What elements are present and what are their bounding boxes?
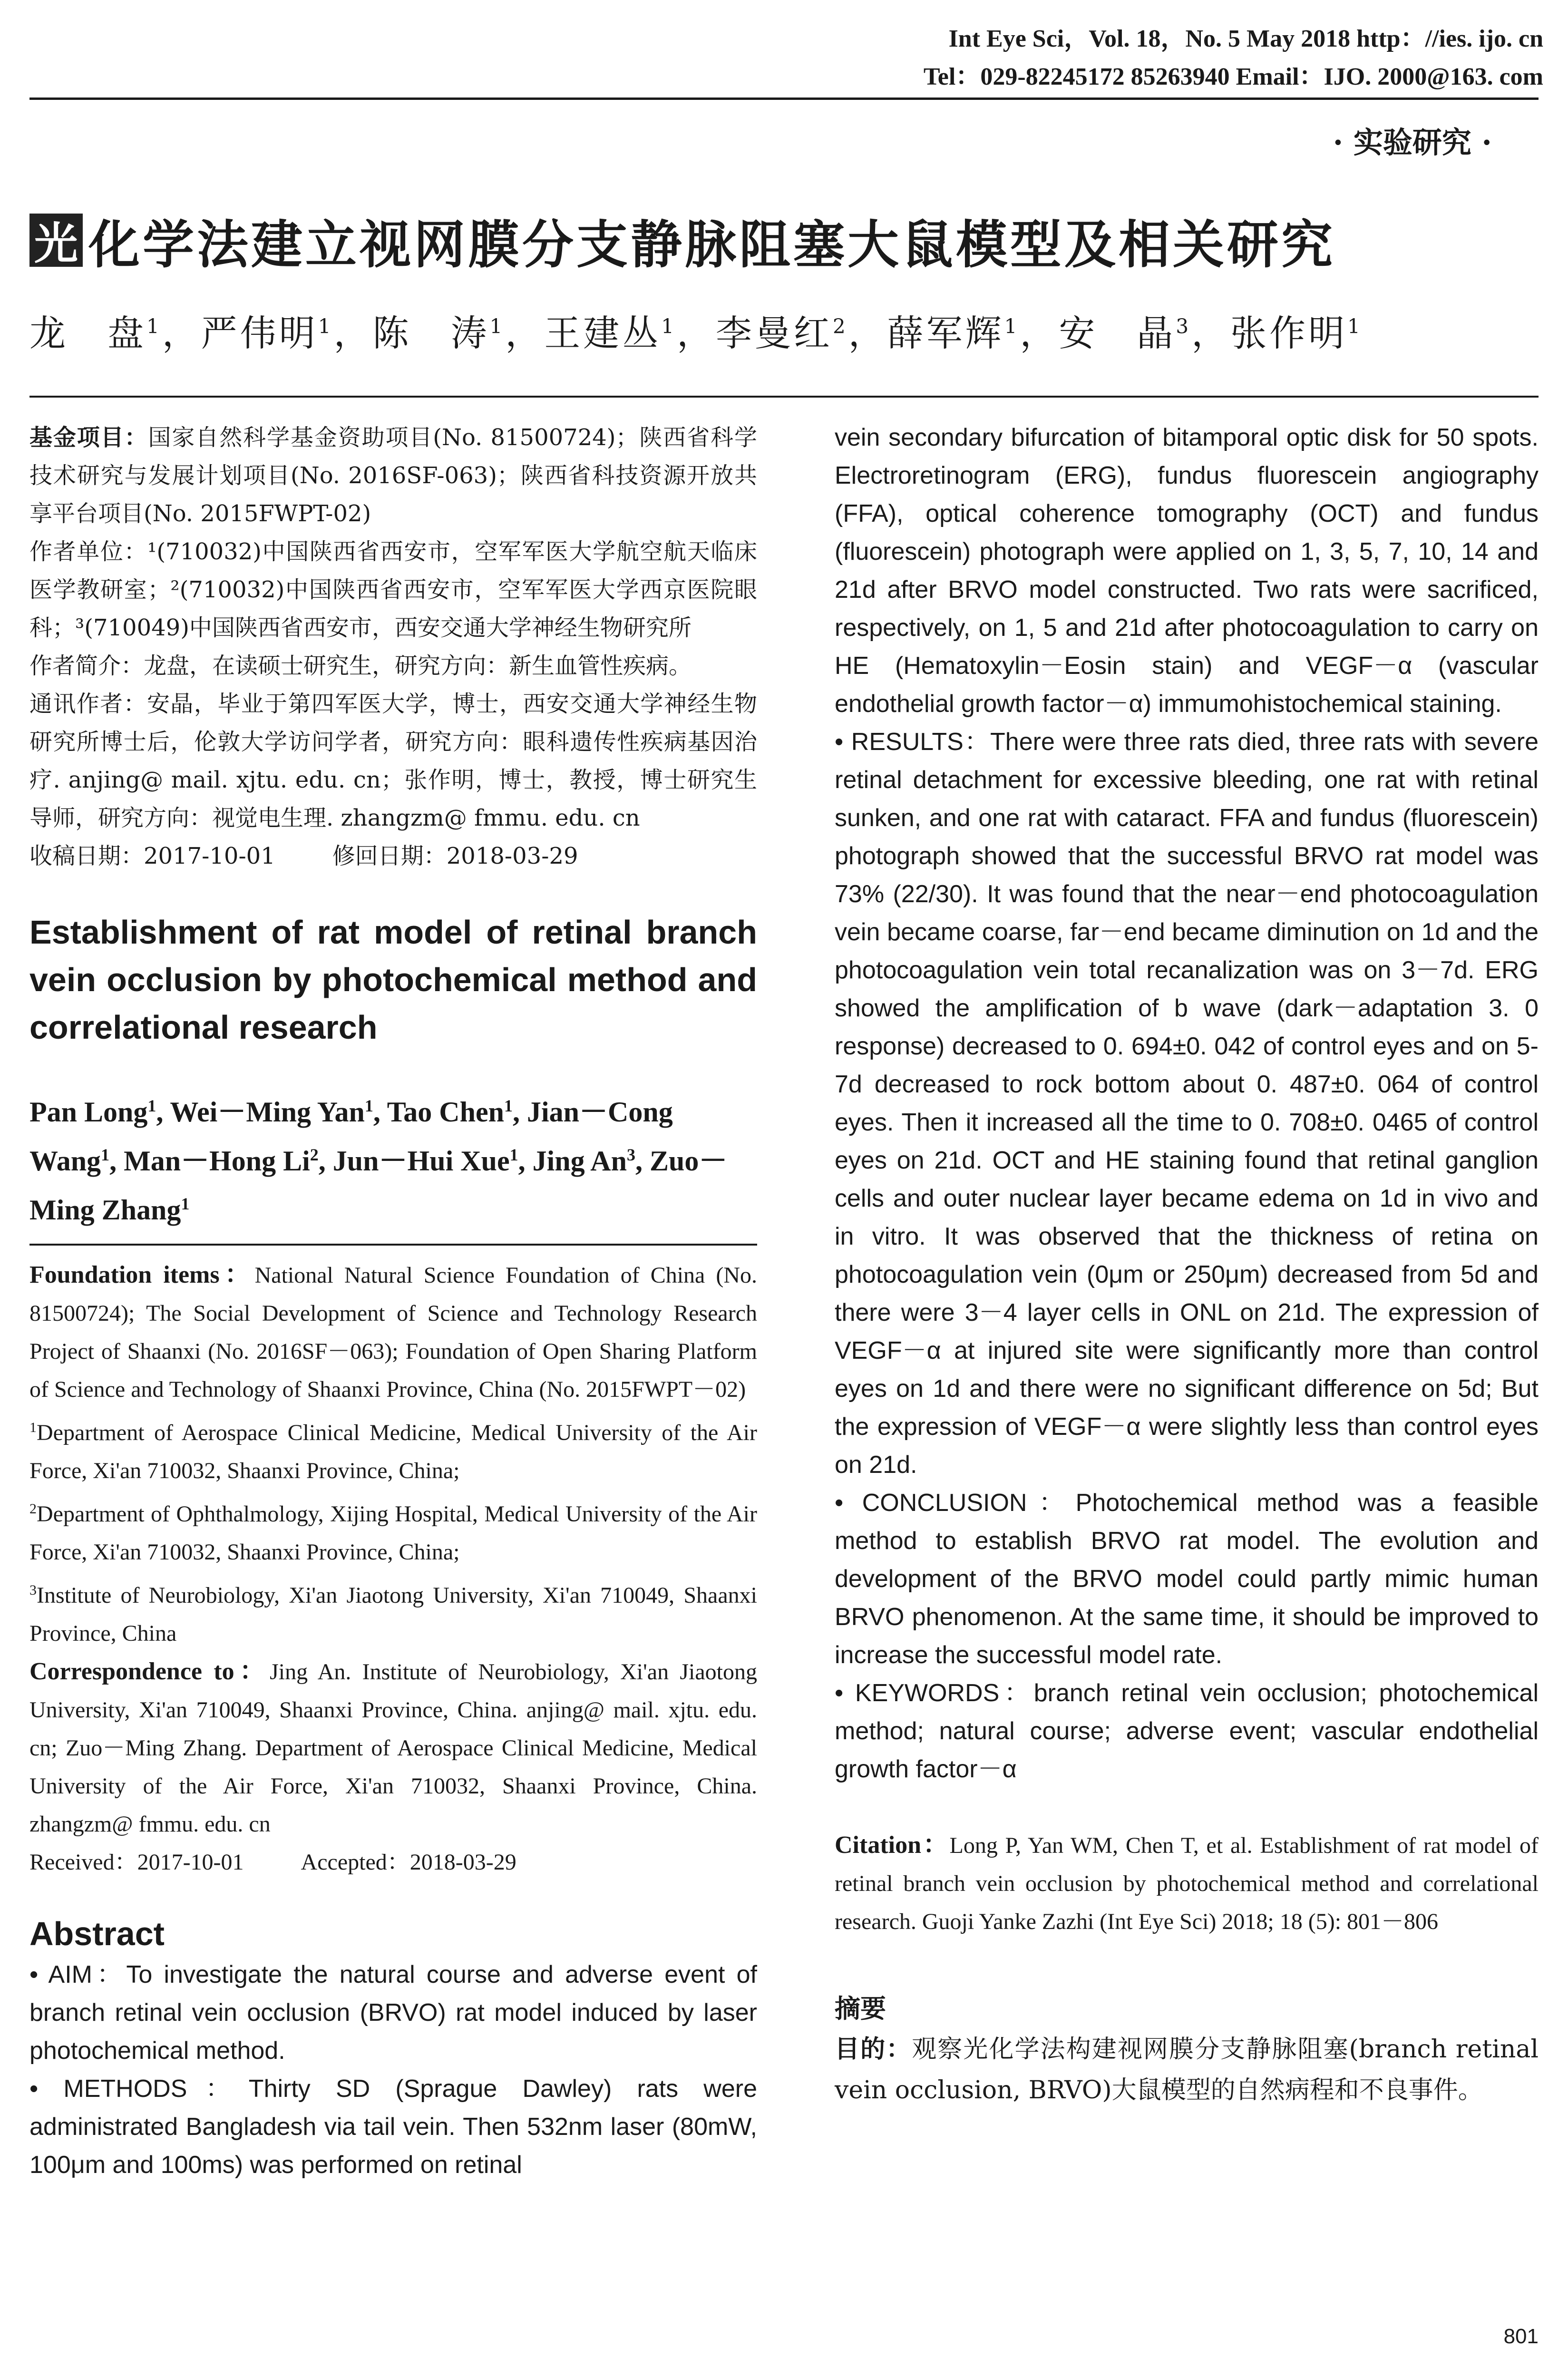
author-affiliation-mark: 3 — [1176, 314, 1192, 338]
author-affiliation-mark: 3 — [627, 1145, 636, 1164]
author-cn: 陈 涛$^1$ — [372, 312, 506, 354]
english-authors: Pan Long$^1$, Wei－Ming Yan$^1$, Tao Chen$^1$, Jian－Cong Wang$^1$, Man－Hong Li$^2$, Jun－Hui Xue$^1$, Jing An$^3$, Zuo－Ming Zhang$^1$ — [29, 1096, 728, 1226]
english-title: Establishment of rat model of retinal branch vein occlusion by photochemical method and correlational research — [29, 914, 757, 1046]
citation-label: Citation： — [835, 1831, 950, 1859]
correspondence — [29, 1653, 757, 1843]
author-cn: 严伟明$^1$ — [201, 312, 334, 354]
author-affiliation-mark: 1 — [1347, 314, 1363, 338]
cn-dates — [29, 837, 757, 875]
journal-info-line: Int Eye Sci，Vol. 18，No. 5 May 2018 http：//ies. ijo. cn — [948, 25, 1543, 52]
cn-author-bio: 作者简介：龙盘，在读硕士研究生，研究方向：新生血管性疾病。 — [29, 653, 692, 679]
cn-abstract-aim-text: 观察光化学法构建视网膜分支静脉阻塞(branch retinal vein occlusion, BRVO)大鼠模型的自然病程和不良事件。 — [835, 2035, 1539, 2104]
author-affiliation-mark: 2 — [310, 1145, 319, 1164]
cn-abstract-aim — [835, 2029, 1539, 2111]
author-en: Wei－Ming Yan$^1$ — [170, 1096, 373, 1128]
right-column — [835, 419, 1539, 2111]
journal-contact-line: Tel：029-82245172 85263940 Email：IJO. 2000@163. com — [923, 63, 1543, 90]
received-date: Received：2017-10-01 — [29, 1850, 244, 1875]
author-cn: 王建丛$^1$ — [544, 312, 677, 354]
journal-header — [0, 0, 1568, 105]
affiliation-2-text: Department of Ophthalmology, Xijing Hospital, Medical University of the Air Force, Xi'an 710032, Shaanxi Province, China; — [29, 1501, 757, 1565]
author-affiliation-mark: 1 — [181, 1194, 190, 1213]
left-column — [29, 419, 757, 2184]
abstract-keywords: • KEYWORDS：branch retinal vein occlusion; photochemical method; natural course; adverse event; vascular endothelial growth factor－α — [835, 1679, 1539, 1783]
section-label: · 实验研究 · — [1333, 125, 1492, 160]
foundation-label: Foundation items： — [29, 1261, 255, 1288]
author-affiliation-mark: 1 — [101, 1145, 110, 1164]
affiliation-1-text: Department of Aerospace Clinical Medicine, Medical University of the Air Force, Xi'an 710032, Shaanxi Province, China; — [29, 1420, 757, 1483]
author-en: Tao Chen$^1$ — [387, 1096, 513, 1128]
author-affiliation-mark: 1 — [489, 314, 506, 338]
abstract-results: • RESULTS：There were three rats died, three rats with severe retinal detachment for excessive bleeding, one rat with retinal sunken, and one rat with cataract. FFA and fundus (fluorescein) photograph showed that the successful BRVO rat model was 73% (22/30). It was found that the near－end photocoagulation vein became coarse, far－end became diminution on 1d and the photocoagulation vein total recanalization was on 3－7d. ERG showed the amplification of b wave (dark－adaptation 3. 0 response) decreased to 0. 694±0. 042 of control eyes and on 5-7d decreased to rock bottom about 0. 487±0. 064 of control eyes. Then it increased all the time to 0. 708±0. 0465 of control eyes on 21d. OCT and HE staining found that retinal ganglion cells and outer nuclear layer became edema on 1d in vivo and in vitro. It was observed that the thickness of retina on photocoagulation vein (0μm or 250μm) decreased from 5d and there were 3－4 layer cells in ONL on 21d. The expression of VEGF－α at injured site were significantly more than control eyes on 1d and there were no significant difference on 5d; But the expression of VEGF－α were slightly less than control eyes on 21d. — [835, 728, 1539, 1479]
author-affiliation-mark: 1 — [661, 314, 677, 338]
cn-funding-text: 国家自然科学基金资助项目(No. 81500724)；陕西省科学技术研究与发展计划项目(No. 2016SF-063)；陕西省科技资源开放共享平台项目(No. 2015FWPT-02) — [29, 424, 757, 527]
author-cn: 龙 盘$^1$ — [29, 312, 162, 354]
page-number: 801 — [1503, 2325, 1539, 2348]
author-affiliation-mark: 1 — [147, 1096, 156, 1115]
correspondence-label: Correspondence to： — [29, 1658, 270, 1685]
author-cn: 李曼红$^2$ — [715, 312, 848, 354]
en-dates — [29, 1843, 757, 1881]
abstract-heading: Abstract — [29, 1915, 165, 1952]
affiliation-2: $^2$Department of Ophthalmology, Xijing Hospital, Medical University of the Air Force, Xi'an 710032, Shaanxi Province, China; — [29, 1501, 757, 1565]
title-rule — [29, 396, 1539, 398]
authors-cn: 龙 盘$^1$，严伟明$^1$，陈 涛$^1$，王建丛$^1$，李曼红$^2$，薛军辉$^1$，安 晶$^3$，张作明$^1$ — [29, 312, 1363, 354]
citation-text: Long P, Yan WM, Chen T, et al. Establishment of rat model of retinal branch vein occlusion by photochemical method and correlational research. Guoji Yanke Zazhi (Int Eye Sci) 2018; 18 (5): 801－806 — [835, 1833, 1539, 1934]
author-en: Zuo－Ming Zhang$^1$ — [29, 1145, 728, 1226]
foundation-items — [29, 1256, 757, 1409]
author-affiliation-mark: 1 — [1004, 314, 1020, 338]
author-en: Jing An$^3$ — [532, 1145, 636, 1177]
author-affiliation-mark: 1 — [146, 314, 162, 338]
accepted-date: Accepted：2018-03-29 — [301, 1850, 516, 1875]
author-en: Jian－Cong Wang$^1$ — [29, 1096, 673, 1177]
title-text: 化学法建立视网膜分支静脉阻塞大鼠模型及相关研究 — [88, 215, 1336, 275]
cn-abstract-aim-label: 目的： — [835, 2035, 912, 2064]
correspondence-text: Jing An. Institute of Neurobiology, Xi'an Jiaotong University, Xi'an 710049, Shaanxi Province, China. anjing@ mail. xjtu. edu. cn; Zuo－Ming Zhang. Department of Aerospace Clinical Medicine, Medical University of the Air Force, Xi'an 710032, Shaanxi Province, China. zhangzm@ fmmu. edu. cn — [29, 1659, 758, 1837]
affiliation-3: $^3$Institute of Neurobiology, Xi'an Jiaotong University, Xi'an 710049, Shaanxi Province, China — [29, 1582, 757, 1646]
author-cn: 薛军辉$^1$ — [887, 312, 1020, 354]
title-logo-char: 光 — [29, 214, 83, 267]
author-en: Jun－Hui Xue$^1$ — [332, 1145, 518, 1177]
author-affiliation-mark: 2 — [832, 314, 848, 338]
abstract-methods-part2: vein secondary bifurcation of bitamporal optic disk for 50 spots. Electroretinogram (ERG), fundus fluorescein angiography (FFA), optical coherence tomography (OCT) and fundus (fluorescein) photograph were applied on 1, 3, 5, 7, 10, 14 and 21d after BRVO model constructed. Two rats were sacrificed, respectively, on 1, 5 and 21d after photocoagulation to carry on HE (Hematoxylin－Eosin stain) and VEGF－α (vascular endothelial growth factor－α) immumohistochemical staining. — [835, 424, 1539, 718]
cn-abstract-heading: 摘要 — [835, 1994, 886, 2024]
affiliation-1: $^1$Department of Aerospace Clinical Medicine, Medical University of the Air Force, Xi'an 710032, Shaanxi Province, China; — [29, 1420, 757, 1483]
author-affiliation-mark: 1 — [318, 314, 334, 338]
cn-funding — [29, 419, 757, 533]
author-en: Pan Long$^1$ — [29, 1096, 156, 1128]
header-rule — [29, 97, 1539, 100]
author-en: Man－Hong Li$^2$ — [124, 1145, 319, 1177]
abstract-conclusion: • CONCLUSION：Photochemical method was a feasible method to establish BRVO rat model. The evolution and development of the BRVO model could partly mimic human BRVO phenomenon. At the same time, it should be improved to increase the successful model rate. — [835, 1489, 1539, 1669]
citation — [835, 1826, 1539, 1941]
author-affiliation-mark: 1 — [509, 1145, 518, 1164]
author-cn: 张作明$^1$ — [1230, 312, 1363, 354]
abstract-methods-part1: • METHODS：Thirty SD (Sprague Dawley) rats were administrated Bangladesh via tail vein. Then 532nm laser (80mW, 100μm and 100ms) was performed on retinal — [29, 2075, 757, 2179]
article-title — [29, 205, 1335, 276]
cn-revised-date: 修回日期：2018-03-29 — [332, 843, 578, 869]
abstract-aim: • AIM：To investigate the natural course and adverse event of branch retinal vein occlusion (BRVO) rat model induced by laser photochemical method. — [29, 1961, 757, 2065]
author-affiliation-mark: 1 — [364, 1096, 373, 1115]
cn-correspondence: 通讯作者：安晶，毕业于第四军医大学，博士，西安交通大学神经生物研究所博士后，伦敦大学访问学者，研究方向：眼科遗传性疾病基因治疗. anjing@ mail. xjtu. edu. cn；张作明，博士，教授，博士研究生导师，研究方向：视觉电生理. zhangzm@ fmmu. edu. cn — [29, 691, 757, 831]
foundation-text: National Natural Science Foundation of China (No. 81500724); The Social Development of Science and Technology Research Project of Shaanxi (No. 2016SF－063); Foundation of Open Sharing Platform of Science and Technology of Shaanxi Province, China (No. 2015FWPT－02) — [29, 1263, 757, 1402]
author-affiliation-mark: 1 — [504, 1096, 513, 1115]
cn-received-date: 收稿日期：2017-10-01 — [29, 843, 275, 869]
author-cn: 安 晶$^3$ — [1059, 312, 1192, 354]
cn-funding-label: 基金项目： — [29, 424, 148, 451]
authors-rule — [29, 1244, 757, 1246]
cn-affiliations: 作者单位：¹(710032)中国陕西省西安市，空军军医大学航空航天临床医学教研室；²(710032)中国陕西省西安市，空军军医大学西京医院眼科；³(710049)中国陕西省西安市，西安交通大学神经生物研究所 — [29, 538, 757, 641]
affiliation-3-text: Institute of Neurobiology, Xi'an Jiaotong University, Xi'an 710049, Shaanxi Province, China — [29, 1583, 757, 1646]
